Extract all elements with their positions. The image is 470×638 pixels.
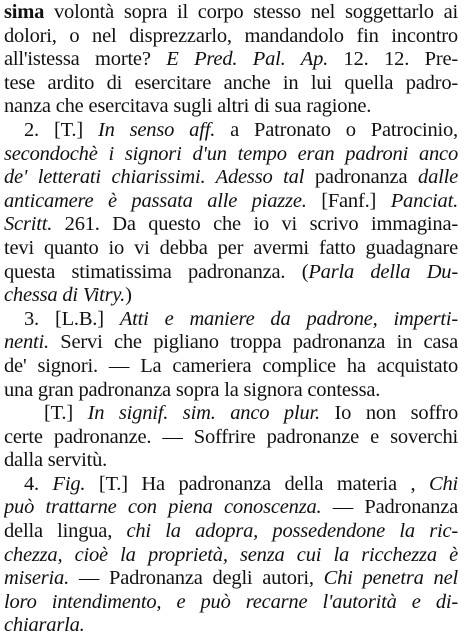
text-segment: Chi penetra nel (323, 567, 458, 590)
text-segment: dalla servitù. (4, 449, 108, 472)
text-segment: nenti. (4, 331, 49, 354)
text-line (4, 143, 458, 167)
text-segment: Io non soffro (319, 402, 458, 425)
text-segment: dalle (418, 166, 458, 189)
text-segment: tese ardito di esercitare anche in lui quella padro- (4, 71, 458, 94)
text-segment: de' signori. — La cameriera complice ha acquistato (4, 354, 458, 377)
text-line (4, 591, 458, 615)
text-line (4, 308, 458, 332)
text-segment: [T.] Ha padronanza della materia , (85, 472, 429, 495)
text-segment: dolori, o nel disprezzarlo, mandandolo fin incontro (4, 24, 458, 47)
text-segment: 2. [T.] (24, 118, 98, 141)
text-segment: certe padronanze. — Soffrire padronanze e soverchi (4, 425, 458, 448)
text-segment: Fig. (52, 472, 86, 495)
text-line (4, 426, 458, 450)
text-line (4, 1, 458, 25)
text-line (4, 95, 458, 119)
text-segment: sima (4, 1, 45, 23)
text-line (4, 72, 458, 96)
text-segment: 3. [L.B.] (24, 307, 120, 330)
text-segment: [T.] (44, 402, 88, 425)
text-segment: tevi quanto io vi debba per avermi fatto guadagnare (4, 236, 458, 259)
text-line (4, 119, 458, 143)
text-segment: della lingua, (4, 520, 127, 543)
text-line (4, 190, 458, 214)
text-line (4, 402, 458, 426)
text-line (4, 379, 458, 403)
text-segment: chiararla. (4, 614, 85, 637)
text-line (4, 544, 458, 568)
text-segment: 4. (24, 472, 53, 495)
text-line (4, 449, 458, 473)
text-segment: — Padronanza (321, 496, 458, 519)
text-segment: chezza, cioè la proprietà, senza cui la ricchezza è (4, 543, 458, 566)
text-segment: In senso aff. (97, 118, 216, 141)
text-segment: Atti e maniere da padrone, imperti- (119, 307, 458, 330)
text-segment: In signif. sim. anco plur. (87, 402, 320, 425)
text-segment: Panciat. (390, 189, 458, 212)
text-segment: anticamere è passata alle piazze. (4, 189, 307, 212)
text-line (4, 166, 458, 190)
text-segment: Parla della Du- (308, 260, 458, 283)
text-line (4, 473, 458, 497)
text-line (4, 213, 458, 237)
text-segment: Servi che pigliano troppa padronanza in casa (48, 331, 458, 354)
text-segment: questa stimatissima padronanza. ( (4, 260, 309, 283)
text-segment: 261. Da questo che io vi scrivo immagina- (52, 213, 458, 236)
text-segment: Scritt. (4, 213, 53, 236)
text-segment: chessa di Vitry. (4, 284, 126, 307)
text-segment: chi la adopra, possedendone la ric- (126, 520, 458, 543)
text-segment: a Patronato o Patrocinio, (215, 118, 458, 141)
text-segment: una gran padronanza sopra la signora contessa. (4, 378, 381, 401)
text-line (4, 614, 458, 638)
text-segment: nanza che esercitava sugli altri di sua ragione. (4, 95, 372, 118)
text-line (4, 48, 458, 72)
text-segment: Chi (428, 472, 458, 495)
text-line (4, 237, 458, 261)
text-segment: loro intendimento, e può recarne l'autorità e di- (4, 590, 458, 613)
text-segment: all'istessa morte? (4, 48, 167, 71)
text-segment: [Fanf.] (306, 189, 391, 212)
text-line (4, 355, 458, 379)
text-segment: secondochè i signori d'un tempo eran padroni anco (4, 142, 458, 165)
text-segment: 12. 12. Pre- (328, 48, 458, 71)
text-segment: ) (125, 284, 132, 307)
text-segment: miseria. (4, 567, 70, 590)
text-segment: de' letterati chiarissimi. Adesso tal (4, 166, 305, 189)
text-line (4, 331, 458, 355)
text-line (4, 496, 458, 520)
text-segment: — Padronanza degli autori, (69, 567, 324, 590)
text-line (4, 520, 458, 544)
text-line (4, 284, 458, 308)
text-line (4, 25, 458, 49)
text-segment: padronanza (304, 166, 419, 189)
text-line (4, 567, 458, 591)
text-segment: può trattarne con piena conoscenza. (4, 496, 322, 519)
text-line (4, 261, 458, 285)
text-segment: E Pred. Pal. Ap. (166, 48, 329, 71)
text-segment: volontà sopra il corpo stesso nel soggettarlo ai (44, 1, 458, 23)
